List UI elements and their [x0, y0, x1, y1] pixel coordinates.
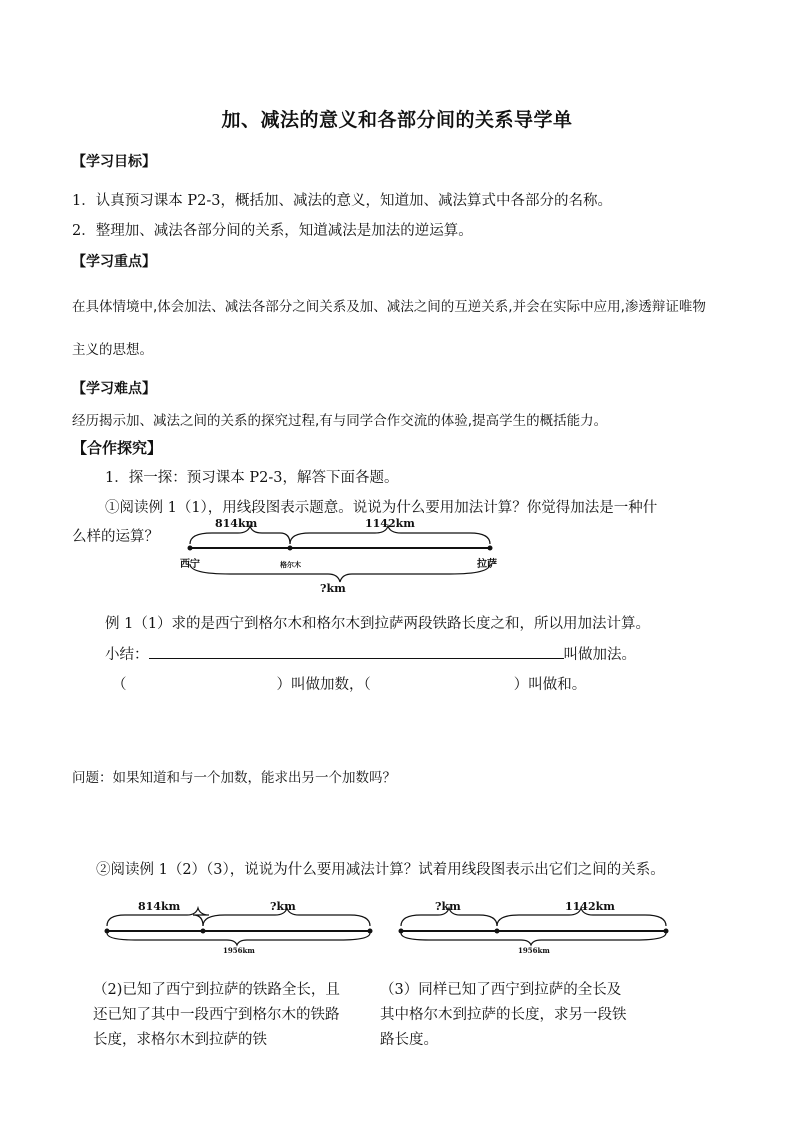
diagram1-point-start — [188, 546, 193, 551]
line-segment-diagram-3 — [393, 893, 683, 955]
diagram1-mid-label: 格尔木 — [280, 560, 301, 569]
question-text: 问题：如果知道和与一个加数，能求出另一个加数吗？ — [72, 770, 396, 786]
goal-item-2: 2．整理加、减法各部分间的关系，知道减法是加法的逆运算。 — [72, 223, 473, 239]
difficulty-text: 经历揭示加、减法之间的关系的探究过程,有与同学合作交流的体验,提高学生的概括能力。 — [72, 413, 608, 429]
read-2-text: ②阅读例 1（2）（3），说说为什么要用减法计算？试着用线段图表示出它们之间的关系。 — [96, 862, 665, 878]
read-1-line-1: ①阅读例 1（1），用线段图表示题意。说说为什么要用加法计算？你觉得加法是一种什 — [105, 500, 658, 516]
diagram1-brace-top-2 — [290, 526, 490, 544]
summary-label: 小结： — [105, 647, 149, 663]
addend-sum-line — [112, 673, 586, 694]
diagram2-total-label: 1956km — [223, 946, 255, 955]
diagram1-start-label: 西宁 — [180, 559, 200, 570]
difficulty-heading: 【学习难点】 — [72, 381, 156, 397]
diagram3-brace-bottom — [401, 933, 666, 945]
explore-heading: 【合作探究】 — [72, 439, 163, 457]
example-note: 例 1（1）求的是西宁到格尔木和格尔木到拉萨两段铁路长度之和，所以用加法计算。 — [105, 616, 651, 632]
goals-heading: 【学习目标】 — [72, 154, 156, 170]
focus-heading: 【学习重点】 — [72, 254, 156, 270]
diagram1-seg2-label: 1142km — [365, 517, 415, 530]
diagram1-total-label: ?km — [320, 582, 346, 595]
diagram3-point-mid — [495, 929, 500, 934]
diagram2-point-start — [105, 929, 110, 934]
focus-line-2: 主义的思想。 — [72, 342, 153, 358]
diagram2-point-mid — [201, 929, 206, 934]
goal-item-1: 1．认真预习课本 P2-3，概括加、减法的意义，知道加、减法算式中各部分的名称。 — [72, 193, 612, 209]
diagram3-point-end — [664, 929, 669, 934]
summary-line — [105, 643, 636, 664]
sum-suffix: ）叫做和。 — [513, 677, 587, 693]
diagram2-point-end — [368, 929, 373, 934]
diagram3-point-start — [399, 929, 404, 934]
focus-line-1: 在具体情境中,体会加法、减法各部分之间关系及加、减法之间的互逆关系,并会在实际中应用,渗透辩证唯物 — [72, 299, 706, 315]
diagram2-brace-bottom — [107, 933, 370, 945]
line-segment-diagram-1 — [170, 512, 520, 597]
summary-blank[interactable] — [149, 644, 564, 659]
diagram3-seg1-label: ?km — [435, 900, 461, 913]
diagram1-seg1-label: 814km — [215, 517, 258, 530]
explore-step-1: 1．探一探：预习课本 P2-3，解答下面各题。 — [105, 470, 399, 486]
case-3-text: （3）同样已知了西宁到拉萨的全长及其中格尔木到拉萨的长度，求另一段铁路长度。 — [380, 982, 627, 1048]
diagram1-point-mid — [288, 546, 293, 551]
line-segment-diagram-2 — [95, 893, 385, 955]
diagram1-end-label: 拉萨 — [477, 559, 497, 570]
addend-suffix: ）叫做加数，（ — [276, 677, 371, 693]
addend-open: （ — [112, 677, 127, 693]
diagram2-seg2-label: ?km — [270, 900, 296, 913]
read-1-line-2: 么样的运算？ — [72, 529, 159, 545]
diagram2-seg1-label: 814km — [138, 900, 181, 913]
diagram1-point-end — [488, 546, 493, 551]
case-2-text: （2)已知了西宁到拉萨的铁路全长，且还已知了其中一段西宁到格尔木的铁路长度，求格尔木到拉萨的铁 — [93, 982, 340, 1048]
page-title: 加、减法的意义和各部分间的关系导学单 — [221, 109, 573, 131]
diagram3-total-label: 1956km — [518, 946, 550, 955]
diagram3-seg2-label: 1142km — [565, 900, 615, 913]
diagram1-brace-bottom — [190, 564, 490, 582]
summary-suffix: 叫做加法。 — [563, 647, 636, 663]
